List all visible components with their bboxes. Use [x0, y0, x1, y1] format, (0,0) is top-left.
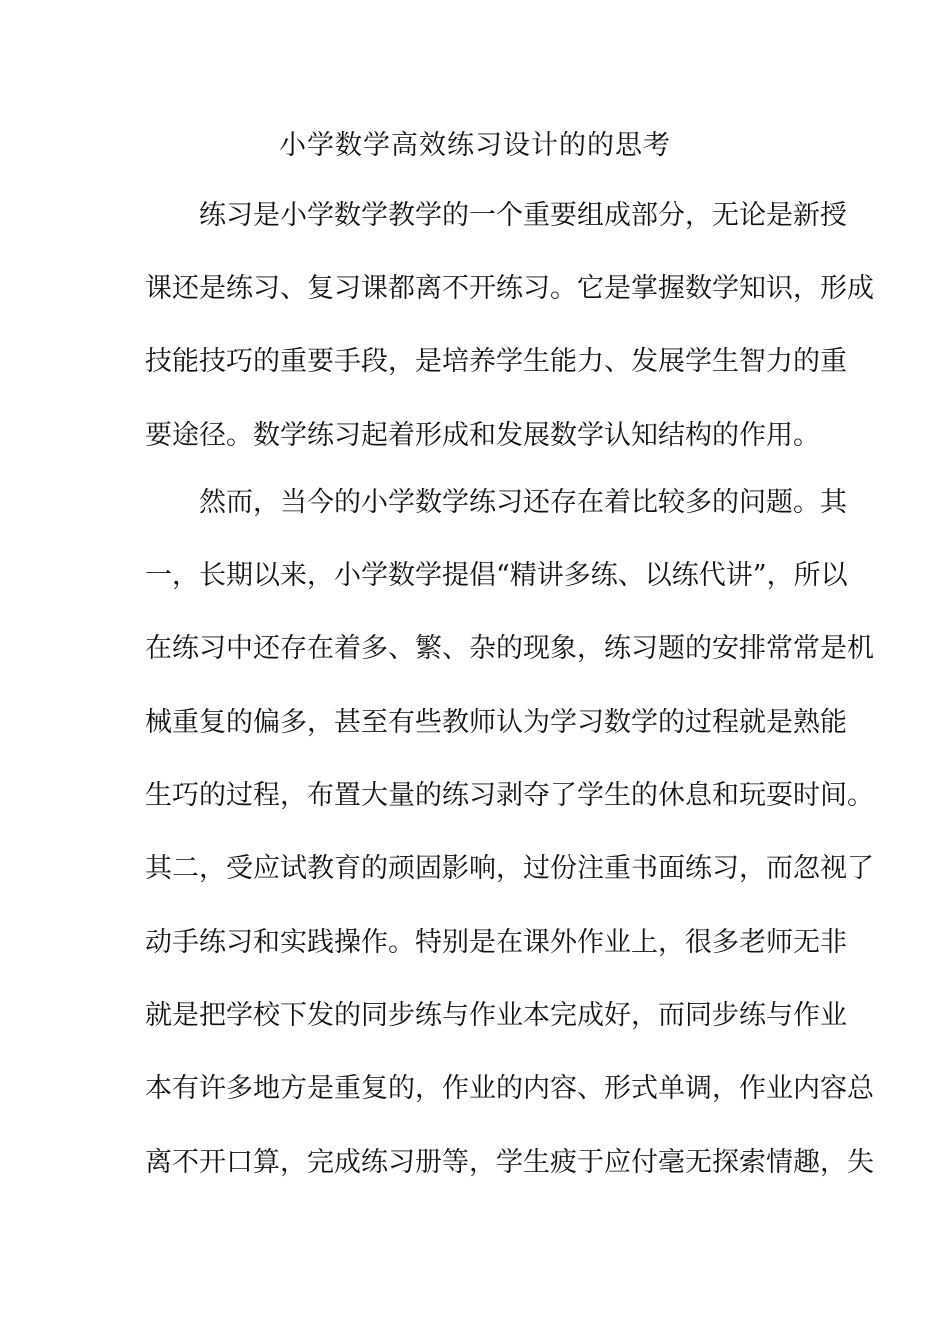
paragraph-line: 要途径。数学练习起着形成和发展数学认知结构的作用。	[145, 420, 820, 451]
paragraph-line: 其二，受应试教育的顽固影响，过份注重书面练习，而忽视了	[145, 853, 874, 884]
paragraph-line: 生巧的过程，布置大量的练习剥夺了学生的休息和玩耍时间。	[145, 780, 874, 811]
paragraph-line: 技能技巧的重要手段，是培养学生能力、发展学生智力的重	[145, 346, 847, 377]
paragraph-line: 练习是小学数学教学的一个重要组成部分，无论是新授	[199, 200, 847, 231]
paragraph-line: 然而，当今的小学数学练习还存在着比较多的问题。其	[199, 487, 847, 518]
paragraph-line: 一，长期以来，小学数学提倡“精讲多练、以练代讲”，所以	[145, 560, 848, 591]
paragraph-line: 离不开口算，完成练习册等，学生疲于应付毫无探索情趣，失	[145, 1147, 874, 1178]
paragraph-line: 在练习中还存在着多、繁、杂的现象，练习题的安排常常是机	[145, 633, 874, 664]
paragraph-line: 课还是练习、复习课都离不开练习。它是掌握数学知识，形成	[145, 273, 874, 304]
document-title: 小学数学高效练习设计的的思考	[279, 130, 671, 161]
paragraph-line: 械重复的偏多，甚至有些教师认为学习数学的过程就是熟能	[145, 707, 847, 738]
paragraph-line: 就是把学校下发的同步练与作业本完成好，而同步练与作业	[145, 1000, 847, 1031]
paragraph-line: 本有许多地方是重复的，作业的内容、形式单调，作业内容总	[145, 1073, 874, 1104]
paragraph-line: 动手练习和实践操作。特别是在课外作业上，很多老师无非	[145, 927, 847, 958]
